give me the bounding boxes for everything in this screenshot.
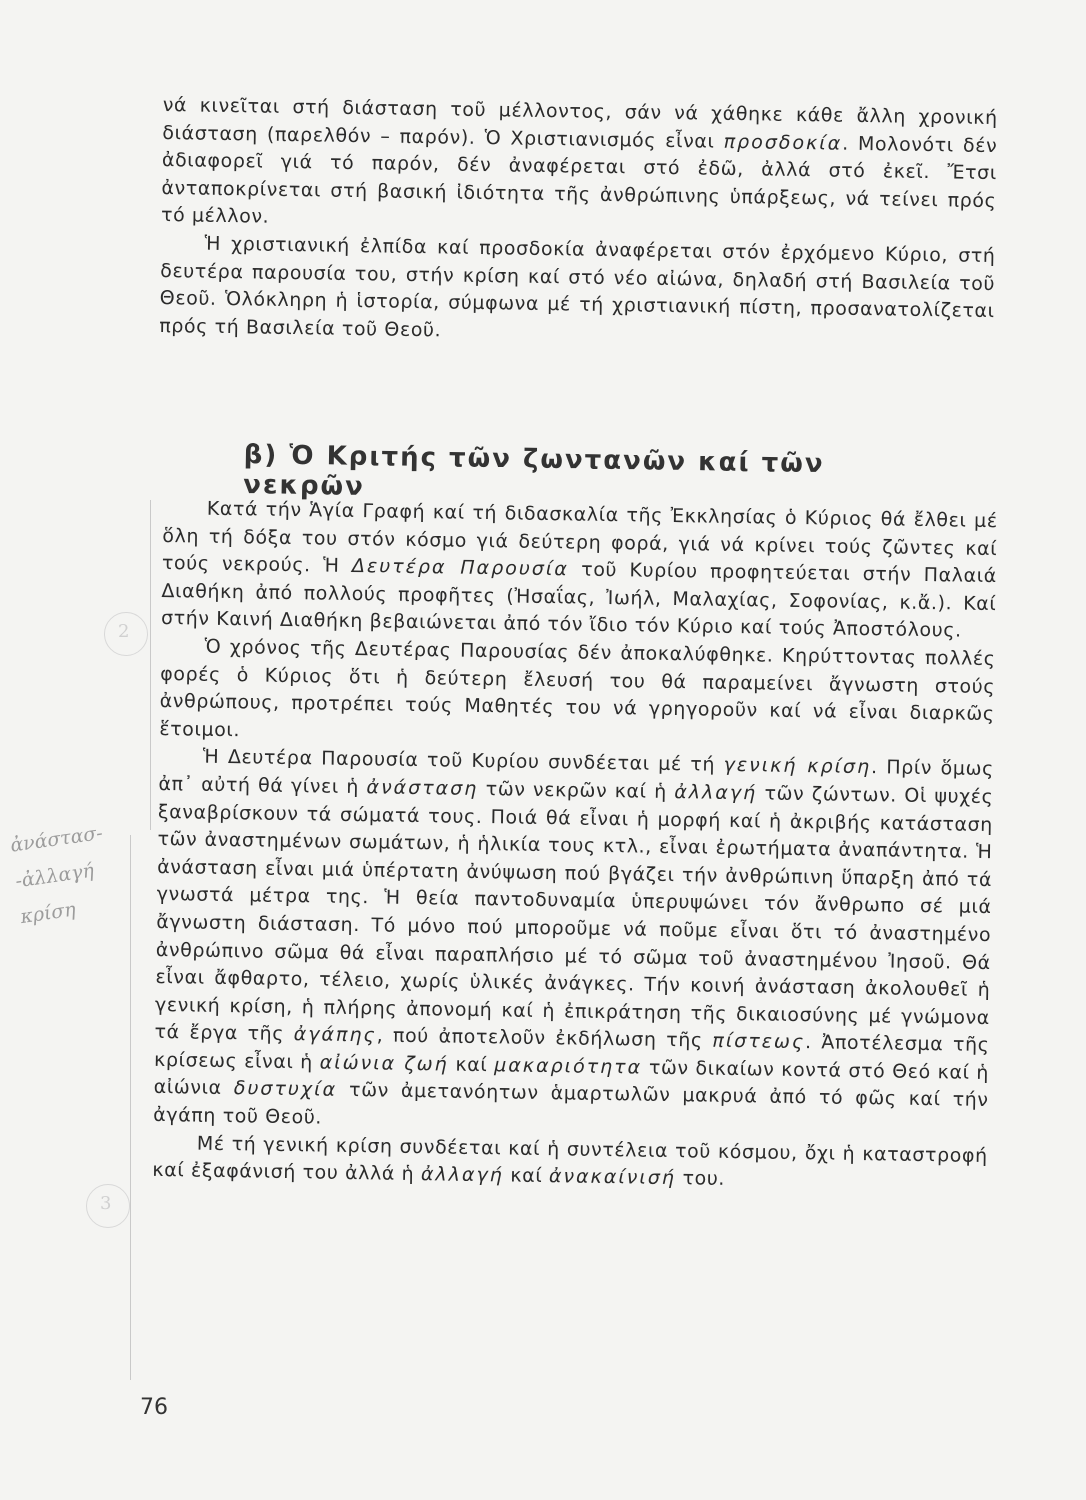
- paragraph: [159, 230, 996, 353]
- emphasized-text: ἀγάπης: [293, 1023, 377, 1047]
- margin-circle-1-label: 2: [118, 621, 130, 642]
- paragraph-text: καί: [503, 1164, 550, 1188]
- text-block-main: [152, 495, 998, 1198]
- emphasized-text: ἀλλαγή: [420, 1163, 504, 1187]
- emphasized-text: δυστυχία: [233, 1077, 338, 1102]
- handwritten-margin-note: [8, 809, 162, 935]
- emphasized-text: προσδοκία: [723, 130, 843, 155]
- paragraph-text: . Ἀποτέλεσμα τῆς κρίσεως εἶναι ἡ: [153, 1031, 990, 1074]
- paragraph-text: τῶν δικαίων κοντά στό Θεό καί ἡ αἰώνια: [153, 1056, 990, 1100]
- paragraph-text: Μέ τή γενική κρίση συνδέεται καί ἡ συντέλεια τοῦ κόσμου, ὄχι ἡ καταστροφή καί ἐξαφάνισή του ἀλλά ἡ: [152, 1132, 988, 1186]
- handwritten-line-2: -ἀλλαγή: [13, 859, 96, 893]
- text-block-top: [159, 92, 998, 353]
- paragraph-text: του.: [675, 1167, 726, 1191]
- paragraph: [161, 92, 998, 243]
- paragraph-text: Κατά τήν Ἁγία Γραφή καί τή διδασκαλία τῆς Ἐκκλησίας ὁ Κύριος θά ἔλθει μέ ὅλη τή δόξα του στόν κόσμο γιά δεύτερη φορά, γιά νά κρίνει τούς ζῶντες καί τούς νεκρούς. Ἡ: [161, 497, 998, 578]
- paragraph-text: . Πρίν ὅμως ἀπ᾽ αὐτή θά γίνει ἡ: [158, 756, 994, 799]
- emphasized-text: Δευτέρα Παρουσία: [351, 555, 570, 581]
- paragraph: [152, 1130, 988, 1198]
- paragraph-text: Ἡ χριστιανική ἐλπίδα καί προσδοκία ἀναφέρεται στόν ἐρχόμενο Κύριο, στή δευτέρα παρουσία του, στήν κρίση καί στό νέο αἰώνα, δηλαδή στή Βασιλεία τοῦ Θεοῦ. Ὁλόκληρη ἡ ἱστορία, σύμφωνα μέ τή χριστιανική πίστη, προσανατολίζεται πρός τή Βασιλεία τοῦ Θεοῦ.: [159, 232, 996, 342]
- handwritten-line-3: κρίση: [18, 898, 77, 929]
- paragraph-text: τῶν ἀμετανόητων ἁμαρτωλῶν μακρυά ἀπό τό φῶς καί τήν ἀγάπη τοῦ Θεοῦ.: [153, 1079, 989, 1129]
- paragraph: [159, 633, 996, 756]
- paragraph-text: . Μολονότι δέν ἀδιαφορεῖ γιά τό παρόν, δέν ἀναφέρεται στό ἐδῶ, ἀλλά στό ἐκεῖ. Ἔτσι ἀνταποκρίνεται στή βασική ἰδιότητα τῆς ἀνθρώπινης ὑπάρξεως, νά τείνει πρός τό μέλλον.: [160, 132, 998, 229]
- emphasized-text: αἰώνια ζωή: [319, 1051, 449, 1076]
- emphasized-text: ἀλλαγή: [674, 781, 758, 805]
- paragraph-text: Ἡ Δευτέρα Παρουσία τοῦ Κυρίου συνδέεται μέ τή: [202, 746, 724, 777]
- paragraph-text: τῶν νεκρῶν καί ἡ: [478, 777, 675, 804]
- handwritten-line-1: ἀνάστασ-: [8, 821, 105, 857]
- paragraph-text: καί: [448, 1053, 495, 1077]
- paragraph: [161, 495, 998, 646]
- paragraph-text: τοῦ Κυρίου προφητεύεται στήν Παλαιά Διαθήκη ἀπό πολλούς προφῆτες (Ἠσαΐας, Ἰωήλ, Μαλαχίας, Σοφονίας, κ.ἄ.). Καί στήν Καινή Διαθήκη βεβαιώνεται ἀπό τόν ἴδιο τόν Κύριο καί τούς Ἀποστόλους.: [160, 558, 997, 642]
- margin-circle-2-label: 3: [100, 1193, 112, 1214]
- emphasized-text: μακαριότητα: [494, 1054, 643, 1079]
- paragraph-text: νά κινεῖται στή διάσταση τοῦ μέλλοντος, σάν νά χάθηκε κάθε ἄλλη χρονική διάσταση (παρελθόν – παρόν). Ὁ Χριστιανισμός εἶναι: [162, 93, 998, 153]
- emphasized-text: ἀνακαίνισή: [548, 1165, 677, 1190]
- paragraph-text: τῶν ζώντων. Οἱ ψυχές ξαναβρίσκουν τά σώματά τους. Ποιά θά εἶναι ἡ μορφή καί ἡ ἀκριβής κατάσταση τῶν ἀναστημένων σωμάτων, ἡ ἡλικία τους κτλ., εἶναι ἐρωτήματα ἀναπάντητα. Ἡ ἀνάσταση εἶναι μιά ὑπέρτατη ἀνύψωση πού βγάζει τήν ἀνθρώπινη ὕπαρξη ἀπό τά γνωστά μέτρα της. Ἡ θεία παντοδυναμία ὑπερυψώνει τόν ἄνθρωπο σέ μιά ἄγνωστη διάσταση. Τό μόνο πού μποροῦμε νά ποῦμε εἶναι ὅτι τό ἀναστημένο ἀνθρώπινο σῶμα θά εἶναι παραπλήσιο μέ τό σῶμα τοῦ ἀναστημένου Ἰησοῦ. Θά εἶναι ἄφθαρτο, τέλειο, χωρίς ὑλικές ἀνάγκες. Τήν κοινή ἀνάσταση ἀκολουθεῖ ἡ γενική κρίση, ἡ πλήρης ἀπονομή καί ἡ ἐπικράτηση τῆς δικαιοσύνης μέ γνώμονα τά ἔργα τῆς: [154, 782, 994, 1046]
- paragraph: [153, 743, 994, 1142]
- page-number: 76: [140, 1395, 168, 1420]
- paragraph-text: , πού ἀποτελοῦν ἐκδήλωση τῆς: [376, 1024, 713, 1052]
- emphasized-text: γενική κρίση: [723, 754, 872, 779]
- emphasized-text: πίστεως: [712, 1029, 806, 1054]
- emphasized-text: ἀνάσταση: [366, 776, 479, 800]
- margin-bracket-1: [150, 500, 151, 830]
- section-heading: β) Ὁ Κριτής τῶν ζωντανῶν καί τῶν νεκρῶν: [243, 440, 825, 502]
- paragraph-text: Ὁ χρόνος τῆς Δευτέρας Παρουσίας δέν ἀποκαλύφθηκε. Κηρύττοντας πολλές φορές ὁ Κύριος ὅτι ἡ δεύτερη ἔλευσή του θά παραμείνει ἄγνωστη στούς ἀνθρώπους, προτρέπει τούς Μαθητές του νά γρηγοροῦν καί νά εἶναι διαρκῶς ἕτοιμοι.: [159, 635, 996, 741]
